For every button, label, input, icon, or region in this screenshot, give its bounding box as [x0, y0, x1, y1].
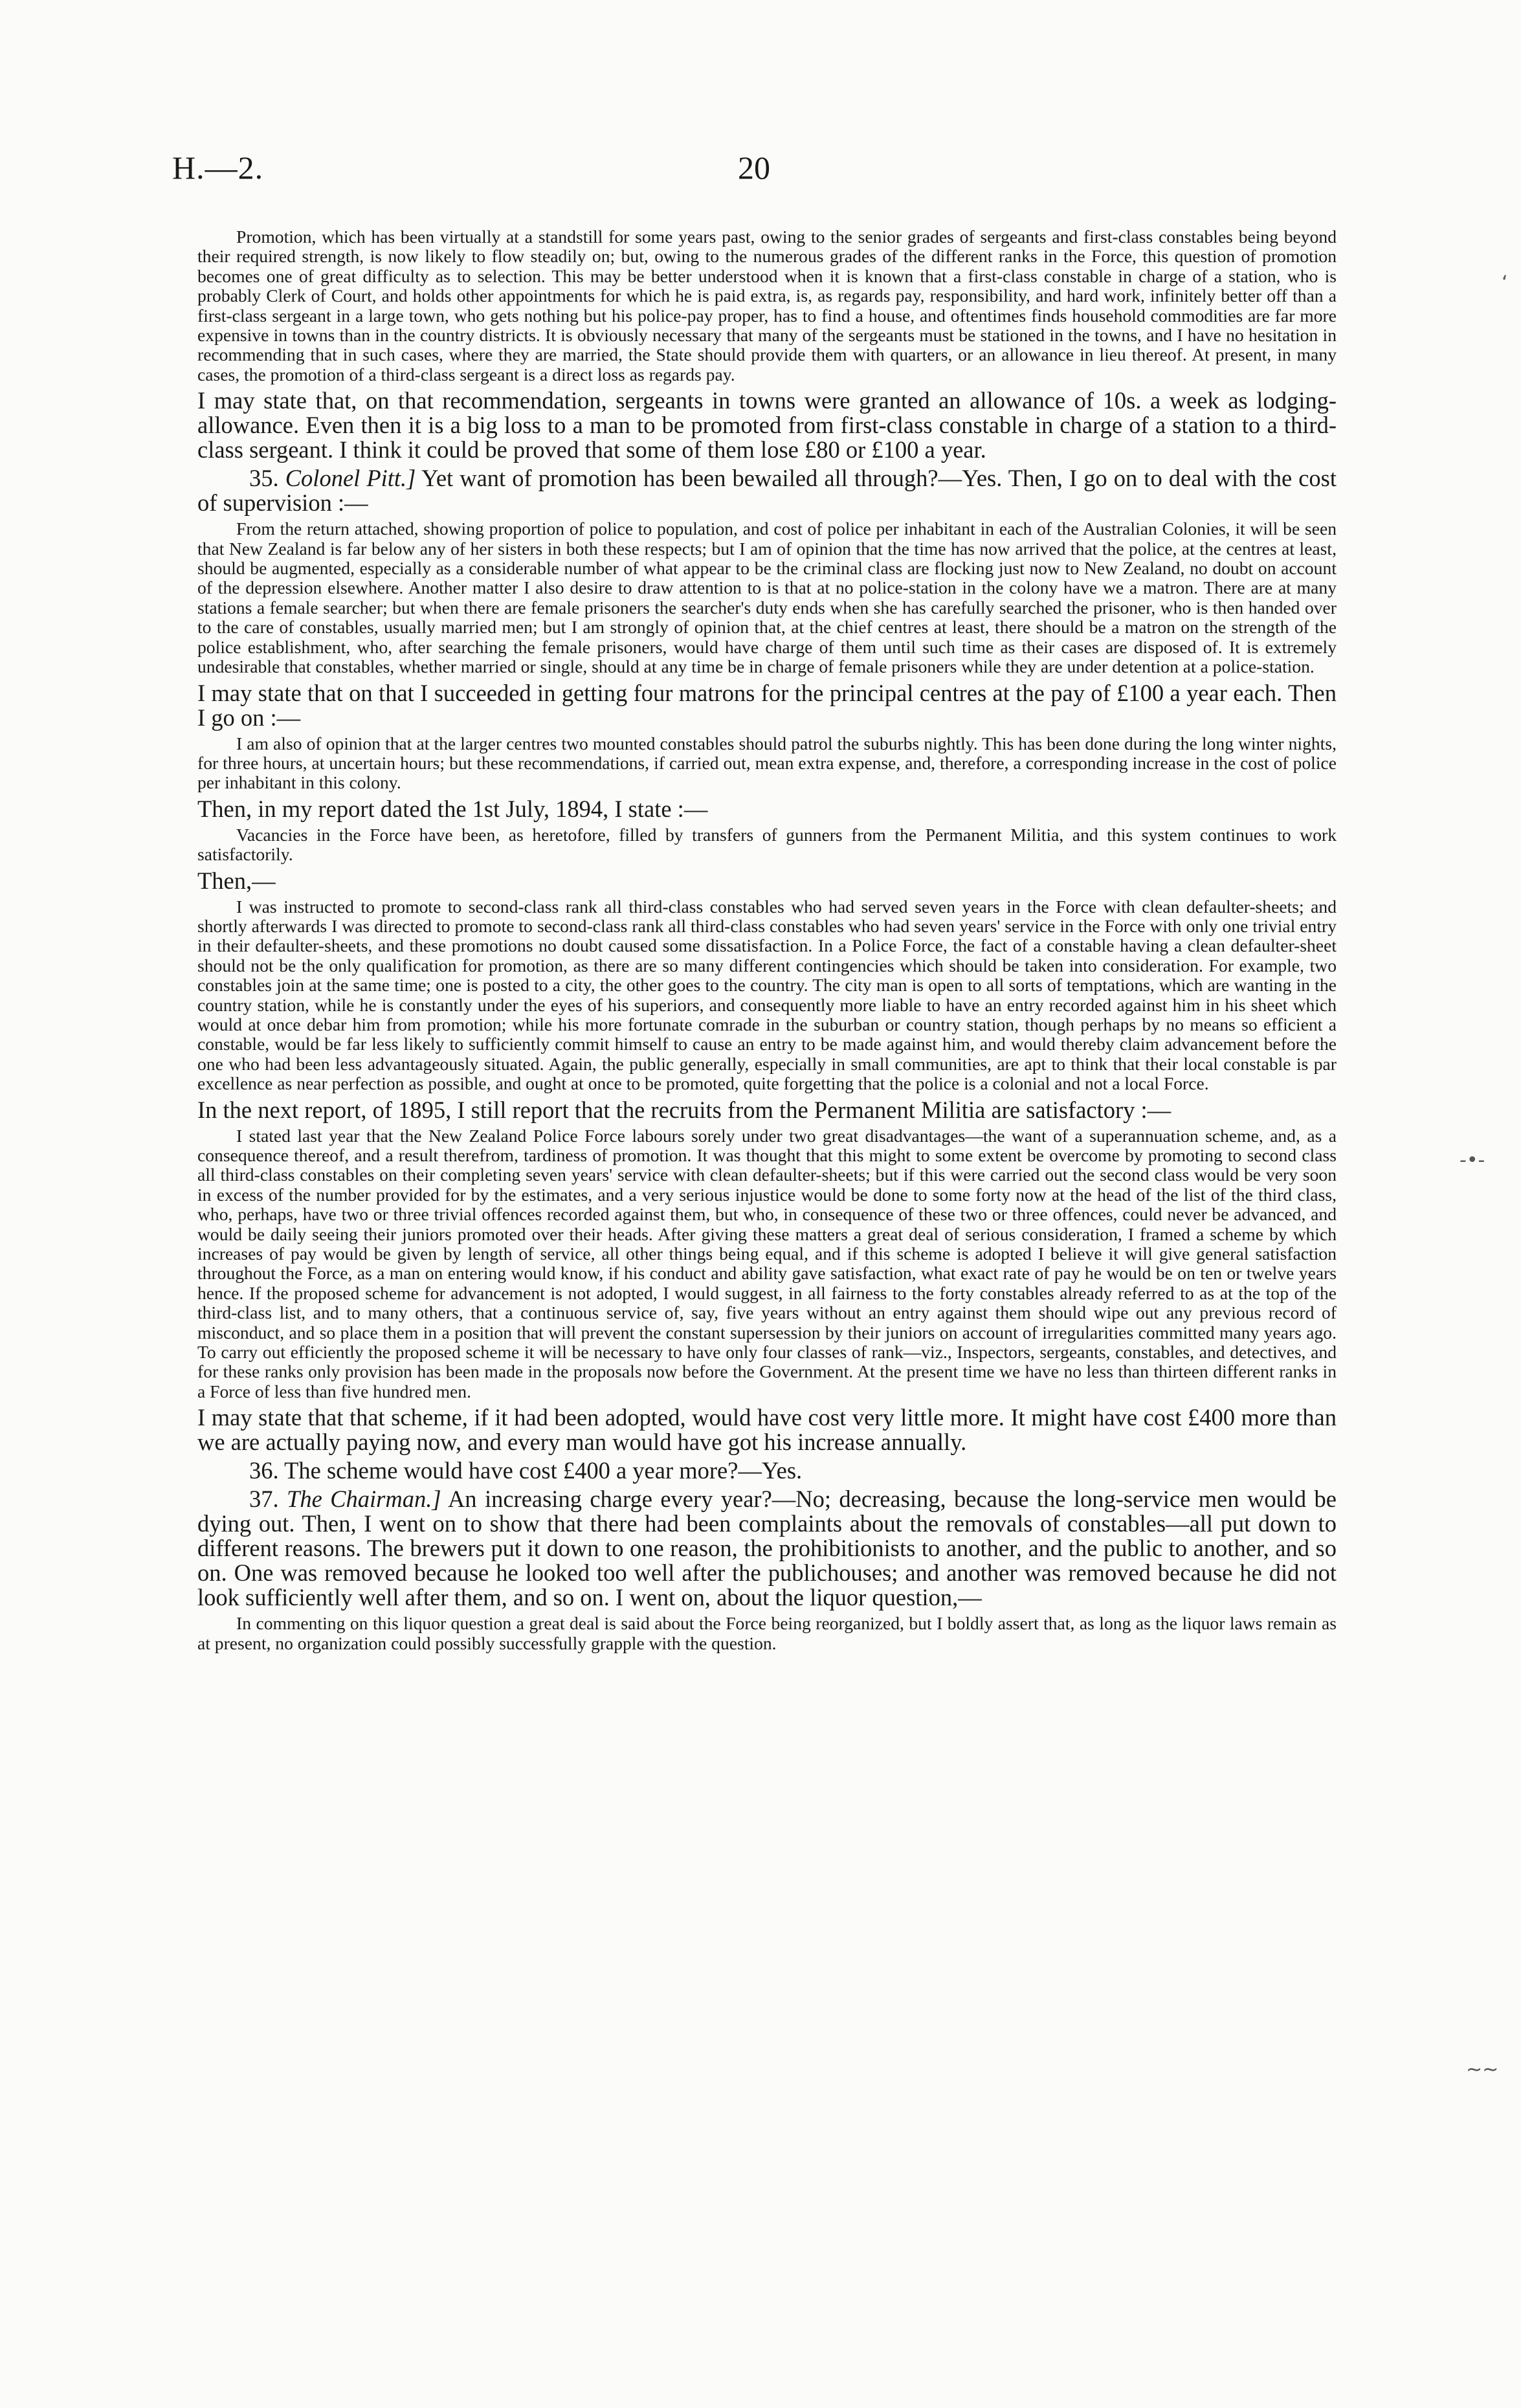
quoted-passage: I stated last year that the New Zealand Police Force labours sorely under two great disadvantages—the want of a superannuation scheme, and, as a consequence thereof, and a result therefrom, tardiness of promotion. It was thought that this might to some extent be overcome by promoting to second class all third-class constables on their completing seven years' service with clean defaulter-sheets; but if this were carried out the second class would be very soon in excess of the number provided for by the estimates, and a very serious injustice would be done to some forty now at the head of the list of the third class, who, perhaps, have two or three trivial offences recorded against them, but who, in consequence of these two or three offences, could never be advanced, and would be daily seeing their juniors promoted over their heads. After giving these matters a great deal of serious consideration, I framed a scheme by which increases of pay would be given by length of service, all other things being equal, and if this scheme is adopted I believe it will give general satisfaction throughout the Force, as a man on entering would know, if his conduct and ability gave satisfaction, what exact rate of pay he would be on ten or twelve years hence. If the proposed scheme for advancement is not adopted, I would suggest, in all fairness to the forty constables already referred to as at the top of the third-class list, and to many others, that a continuous service of, say, five years without an entry against them should wipe out any previous record of misconduct, and so place them in a position that will prevent the constant supersession by their juniors on account of irregularities committed many years ago. To carry out efficiently the proposed scheme it will be necessary to have only four classes of rank—viz., Inspectors, sergeants, constables, and detectives, and for these ranks only provision has been made in the proposals now before the Government. At the present time we have no less than thirteen different ranks in a Force of less than five hundred men. [197, 1125, 1337, 1401]
quoted-passage: I am also of opinion that at the larger centres two mounted constables should patrol the suburbs nightly. This has been done during the long winter nights, for three hours, at uncertain hours; but these recommendations, if carried out, mean extra expense, and, therefore, a corresponding increase in the cost of police per inhabitant in this colony. [197, 733, 1337, 793]
evidence-paragraph: Then, in my report dated the 1st July, 1894, I state :— [197, 795, 708, 822]
quoted-passage: Promotion, which has been virtually at a standstill for some years past, owing to the senior grades of sergeants and first-class constables being beyond their required strength, is now likely to flow steadily on; but, owing to the numerous grades of the different ranks in the Force, this question of promotion becomes one of great difficulty as to selection. This may be better understood when it is known that a first-class constable in charge of a station, who is probably Clerk of Court, and holds other appointments for which he is paid extra, is, as regards pay, responsibility, and hard work, infinitely better off than a first-class sergeant in a large town, who gets nothing but his police-pay proper, has to find a house, and oftentimes finds household commodities are far more expensive in towns than in the country districts. It is obviously necessary that many of the sergeants must be stationed in the towns, and I have no hesitation in recommending that in such cases, where they are married, the State should provide them with quarters, or an allowance in lieu thereof. At present, in many cases, the promotion of a third-class sergeant is a direct loss as regards pay. [197, 227, 1337, 385]
question-number: 35. [249, 465, 279, 492]
question-paragraph [197, 466, 1337, 515]
margin-mark: -•- [1460, 1149, 1485, 1172]
margin-mark: ʻ [1502, 272, 1508, 295]
quoted-passage: Vacancies in the Force have been, as heretofore, filled by transfers of gunners from the Permanent Militia, and this system continues to work satisfactorily. [197, 824, 1337, 865]
question-text: Yet want of promotion has been bewailed all through?—Yes. Then, I go on to deal with the cost of supervision :— [197, 465, 1337, 517]
page-number: 20 [738, 150, 770, 186]
document-reference: H.—2. [172, 150, 264, 186]
quoted-passage: In commenting on this liquor question a great deal is said about the Force being reorganized, but I boldly assert that, as long as the liquor laws remain as at present, no organization could possibly successfully grapple with the question. [197, 1613, 1337, 1653]
quoted-passage: I was instructed to promote to second-class rank all third-class constables who had served seven years in the Force with clean defaulter-sheets; and shortly afterwards I was directed to promote to second-class rank all third-class constables who had seven years' service in the Force with only one trivial entry in their defaulter-sheets, and these promotions no doubt caused some dissatisfaction. In a Police Force, the fact of a constable having a clean defaulter-sheet should not be the only qualification for promotion, as there are so many different contingencies which should be taken into consideration. For example, two constables join at the same time; one is posted to a city, the other goes to the country. The city man is open to all sorts of temptations, which are wanting in the country station, while he is constantly under the eyes of his superiors, and consequently more liable to have an entry recorded against him in his sheet which would at once debar him from promotion; while his more fortunate comrade in the suburban or country station, though perhaps by no means so efficient a constable, would be far less likely to sufficiently commit himself to cause an entry to be made against him, and would thereby claim advancement before the one who had been less advantageously situated. Again, the public generally, especially in small communities, are apt to think that their local constable is par excellence as near perfection as possible, and ought at once to be promoted, quite forgetting that the police is a colonial and not a local Force. [197, 896, 1337, 1094]
margin-mark: ~~ [1466, 2058, 1499, 2081]
evidence-paragraph: Then,— [197, 867, 276, 894]
question-paragraph [197, 1458, 1337, 1483]
question-number: 37. [249, 1486, 279, 1513]
evidence-paragraph: I may state that, on that recommendation, sergeants in towns were granted an allowance of 10s. a week as lodging-allowance. Even then it is a big loss to a man to be promoted from first-class constable in charge of a station to a third-class sergeant. I think it could be proved that some of them lose £80 or £100 a year. [197, 387, 1337, 463]
question-number: 36. [249, 1457, 279, 1484]
page-header [0, 149, 1521, 201]
speaker-name: The Chairman.] [287, 1486, 441, 1513]
quoted-passage: From the return attached, showing proportion of police to population, and cost of police per inhabitant in each of the Australian Colonies, it will be seen that New Zealand is far below any of her sisters in both these respects; but I am of opinion that the time has now arrived that the police, at the centres at least, should be augmented, especially as a considerable number of what appear to be the criminal class are flocking just now to New Zealand, no doubt on account of the depression elsewhere. Another matter I also desire to draw attention to is that at no police-station in the colony have we a matron. There are at many stations a female searcher; but when there are female prisoners the searcher's duty ends when she has carefully searched the prisoner, who is then handed over to the care of constables, usually married men; but I am strongly of opinion that, at the chief centres at least, there should be a matron on the strength of the police establishment, who, after searching the female prisoners, would have charge of them until such time as their cases are disposed of. It is extremely undesirable that constables, whether married or single, should at any time be in charge of female prisoners while they are under detention at a police-station. [197, 518, 1337, 677]
evidence-paragraph: I may state that that scheme, if it had been adopted, would have cost very little more. It might have cost £400 more than we are actually paying now, and every man would have got his increase annually. [197, 1404, 1337, 1456]
question-text: An increasing charge every year?—No; decreasing, because the long-service men would be dying out. Then, I went on to show that there had been complaints about the removals of constables—all put down to different reasons. The brewers put it down to one reason, the prohibitionists to another, and the public to another, and so on. One was removed because he looked too well after the publichouses; and another was removed because he did not look sufficiently well after them, and so on. I went on, about the liquor question,— [197, 1486, 1337, 1611]
speaker-name: Colonel Pitt.] [285, 465, 416, 492]
question-text: The scheme would have cost £400 a year more?—Yes. [284, 1457, 803, 1484]
evidence-paragraph: In the next report, of 1895, I still report that the recruits from the Permanent Militia are satisfactory :— [197, 1096, 1171, 1123]
evidence-paragraph: I may state that on that I succeeded in getting four matrons for the principal centres at the pay of £100 a year each. Then I go on :— [197, 679, 1337, 731]
question-paragraph [197, 1487, 1337, 1610]
body-text [197, 223, 1337, 1656]
